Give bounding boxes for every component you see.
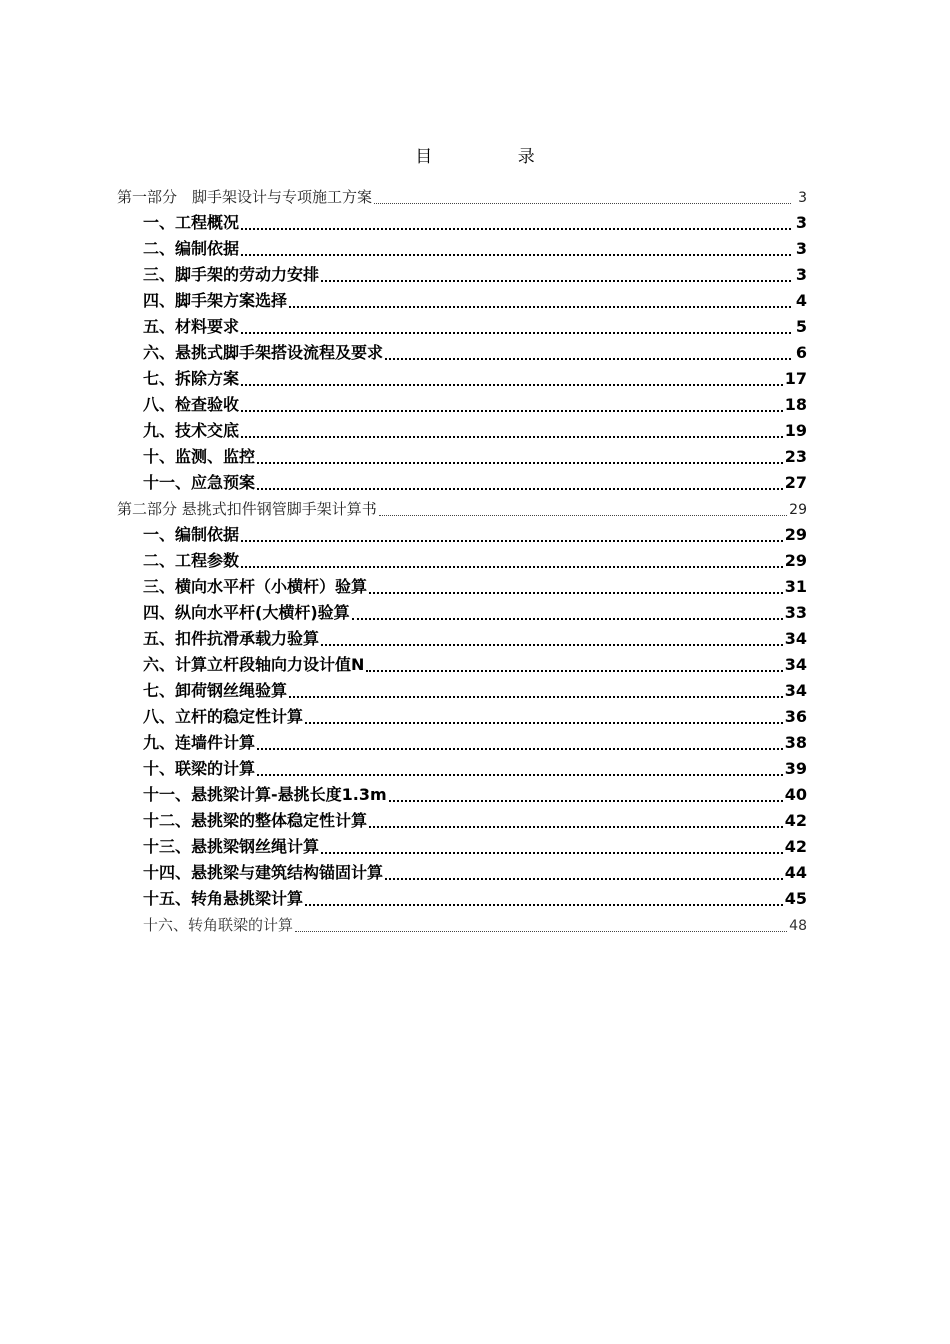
- toc-dot-leader: [321, 644, 783, 646]
- toc-dot-leader: [305, 722, 783, 724]
- toc-dot-leader: [241, 228, 791, 230]
- toc-section-entry[interactable]: [117, 704, 807, 730]
- toc-entry-text: 十三、悬挑梁钢丝绳计算: [143, 837, 320, 856]
- toc-dot-leader: [295, 931, 787, 932]
- toc-page-number: 19: [784, 421, 807, 440]
- toc-page-number: 34: [784, 681, 807, 700]
- toc-dot-leader: [257, 748, 783, 750]
- toc-section-entry[interactable]: [117, 444, 807, 470]
- toc-section-entry[interactable]: [117, 548, 807, 574]
- toc-page-number: 4: [795, 291, 807, 310]
- toc-entry-text: 十六、转角联梁的计算: [143, 916, 294, 934]
- toc-section-entry[interactable]: [117, 678, 807, 704]
- toc-dot-leader: [241, 332, 791, 334]
- toc-page-number: 36: [784, 707, 807, 726]
- toc-entry-text: 二、编制依据: [143, 239, 240, 258]
- toc-page-number: 34: [784, 655, 807, 674]
- toc-entry-text: 二、工程参数: [143, 551, 240, 570]
- toc-entry-text: 一、工程概况: [143, 213, 240, 232]
- toc-section-entry[interactable]: [117, 236, 807, 262]
- toc-page-number: 18: [784, 395, 807, 414]
- toc-dot-leader: [257, 774, 783, 776]
- toc-entry-text: 九、连墙件计算: [143, 733, 256, 752]
- toc-dot-leader: [305, 904, 783, 906]
- toc-entry-text: 十、联梁的计算: [143, 759, 256, 778]
- toc-dot-leader: [241, 566, 783, 568]
- toc-dot-leader: [389, 800, 783, 802]
- toc-page-number: 31: [784, 577, 807, 596]
- toc-page-number: 27: [784, 473, 807, 492]
- toc-part-entry[interactable]: [117, 496, 807, 522]
- toc-page-number: 3: [795, 213, 807, 232]
- toc-dot-leader: [369, 592, 783, 594]
- toc-entry-text: 八、检查验收: [143, 395, 240, 414]
- toc-section-entry[interactable]: [117, 210, 807, 236]
- toc-page-number: 3: [798, 190, 807, 206]
- toc-entry-text: 三、横向水平杆（小横杆）验算: [143, 577, 368, 596]
- toc-section-entry[interactable]: [117, 912, 807, 938]
- toc-section-entry[interactable]: [117, 730, 807, 756]
- toc-title: 目 录: [415, 147, 575, 167]
- toc-page-number: 42: [784, 837, 807, 856]
- toc-entry-text: 八、立杆的稳定性计算: [143, 707, 304, 726]
- toc-section-entry[interactable]: [117, 782, 807, 808]
- toc-page-number: 29: [784, 525, 807, 544]
- toc-section-entry[interactable]: [117, 522, 807, 548]
- toc-page-number: 29: [784, 551, 807, 570]
- toc-entry-text: 九、技术交底: [143, 421, 240, 440]
- toc-entry-text: 十五、转角悬挑梁计算: [143, 889, 304, 908]
- toc-page-number: 23: [784, 447, 807, 466]
- toc-entry-text: 十四、悬挑梁与建筑结构锚固计算: [143, 863, 384, 882]
- toc-section-entry[interactable]: [117, 262, 807, 288]
- toc-entry-text: 五、材料要求: [143, 317, 240, 336]
- toc-section-entry[interactable]: [117, 756, 807, 782]
- toc-entry-text: 第二部分 悬挑式扣件钢管脚手架计算书: [117, 500, 377, 518]
- toc-page-number: 48: [789, 918, 807, 934]
- toc-page-number: 3: [795, 265, 807, 284]
- toc-section-entry[interactable]: [117, 652, 807, 678]
- toc-page-number: 17: [784, 369, 807, 388]
- toc-page-number: 38: [784, 733, 807, 752]
- toc-dot-leader: [385, 358, 791, 360]
- toc-page-number: 5: [795, 317, 807, 336]
- toc-entry-text: 十一、应急预案: [143, 473, 256, 492]
- toc-section-entry[interactable]: [117, 574, 807, 600]
- toc-entry-text: 十二、悬挑梁的整体稳定性计算: [143, 811, 368, 830]
- toc-dot-leader: [257, 488, 783, 490]
- toc-entry-text: 三、脚手架的劳动力安排: [143, 265, 320, 284]
- toc-section-entry[interactable]: [117, 314, 807, 340]
- toc-dot-leader: [379, 515, 787, 516]
- toc-section-entry[interactable]: [117, 366, 807, 392]
- toc-entry-text: 十一、悬挑梁计算-悬挑长度1.3m: [143, 785, 387, 804]
- toc-entry-text: 一、编制依据: [143, 525, 240, 544]
- toc-page-number: 45: [784, 889, 807, 908]
- toc-page-number: 42: [784, 811, 807, 830]
- toc-page-number: 29: [789, 502, 807, 518]
- toc-page-number: 3: [795, 239, 807, 258]
- toc-dot-leader: [369, 826, 783, 828]
- toc-entry-text: 四、脚手架方案选择: [143, 291, 288, 310]
- toc-section-entry[interactable]: [117, 340, 807, 366]
- toc-section-entry[interactable]: [117, 808, 807, 834]
- toc-entry-text: 六、悬挑式脚手架搭设流程及要求: [143, 343, 384, 362]
- toc-entry-text: 四、纵向水平杆(大横杆)验算: [143, 603, 350, 622]
- toc-entry-text: 五、扣件抗滑承载力验算: [143, 629, 320, 648]
- toc-dot-leader: [385, 878, 783, 880]
- toc-dot-leader: [241, 384, 783, 386]
- toc-dot-leader: [241, 410, 783, 412]
- toc-entry-text: 七、拆除方案: [143, 369, 240, 388]
- toc-entry-text: 六、计算立杆段轴向力设计值N: [143, 655, 365, 674]
- toc-entry-text: 七、卸荷钢丝绳验算: [143, 681, 288, 700]
- toc-dot-leader: [321, 852, 783, 854]
- toc-section-entry[interactable]: [117, 886, 807, 912]
- toc-section-entry[interactable]: [117, 392, 807, 418]
- toc-page-number: 33: [784, 603, 807, 622]
- toc-entry-text: 第一部分 脚手架设计与专项施工方案: [117, 188, 373, 206]
- toc-dot-leader: [352, 618, 783, 620]
- toc-dot-leader: [321, 280, 791, 282]
- toc-section-entry[interactable]: [117, 600, 807, 626]
- toc-page-number: 34: [784, 629, 807, 648]
- toc-dot-leader: [289, 696, 783, 698]
- toc-part-entry[interactable]: [117, 184, 807, 210]
- toc-dot-leader: [241, 436, 783, 438]
- toc-section-entry[interactable]: [117, 834, 807, 860]
- toc-dot-leader: [257, 462, 783, 464]
- toc-section-entry[interactable]: [117, 288, 807, 314]
- toc-dot-leader: [241, 254, 791, 256]
- toc-section-entry[interactable]: [117, 860, 807, 886]
- toc-section-entry[interactable]: [117, 470, 807, 496]
- toc-entry-text: 十、监测、监控: [143, 447, 256, 466]
- toc-section-entry[interactable]: [117, 626, 807, 652]
- toc-page-number: 6: [795, 343, 807, 362]
- toc-dot-leader: [289, 306, 791, 308]
- toc-dot-leader: [374, 203, 791, 204]
- toc-dot-leader: [241, 540, 783, 542]
- toc-dot-leader: [366, 670, 782, 672]
- table-of-contents: [117, 184, 807, 938]
- toc-section-entry[interactable]: [117, 418, 807, 444]
- toc-page-number: 44: [784, 863, 807, 882]
- toc-page-number: 40: [784, 785, 807, 804]
- toc-page-number: 39: [784, 759, 807, 778]
